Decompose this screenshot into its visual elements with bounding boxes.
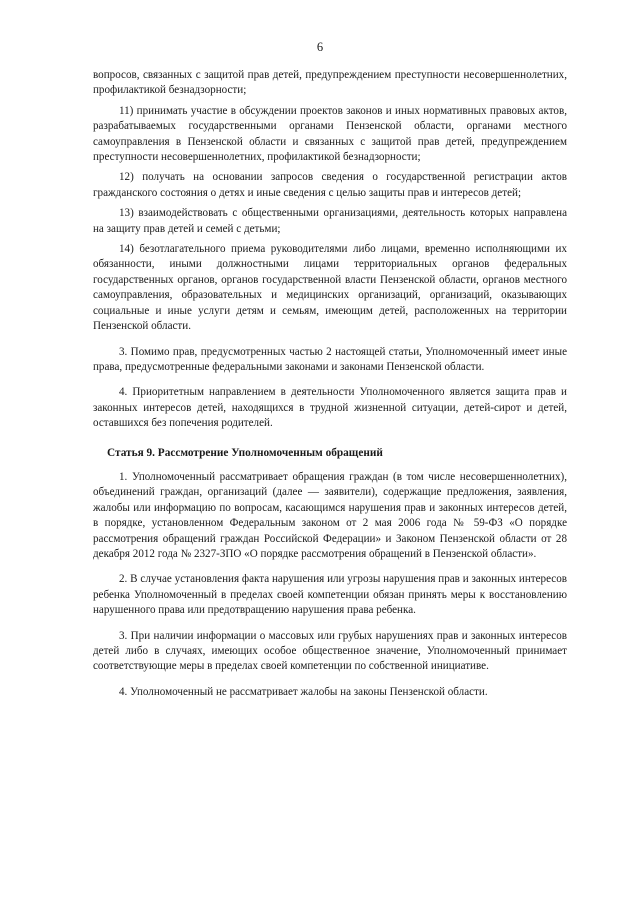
article9-part-1: 1. Уполномоченный рассматривает обращения граждан (в том числе несовершеннолетних), объединений граждан, организаций (далее — заявители), содержащие предложения, заявления, жалобы или информацию по вопросам, касающимся нарушения прав и законных интересов детей, в порядке, установленном Федеральным законом от 2 мая 2006 года № 59-ФЗ «О порядке рассмотрения обращений граждан Российской Федерации» и Законом Пензенской области от 28 декабря 2012 года № 2327-ЗПО «О порядке рассмотрения обращений в Пензенской области». (93, 470, 567, 560)
article-heading: Статья 9. Рассмотрение Уполномоченным обращений (107, 446, 383, 459)
paragraph-part-3: 3. Помимо прав, предусмотренных частью 2 настоящей статьи, Уполномоченный имеет иные права, предусмотренные федеральными законами и законами Пензенской области. (93, 345, 567, 373)
article9-part-2: 2. В случае установления факта нарушения или угрозы нарушения прав и законных интересов ребенка Уполномоченный в пределах своей компетенции обязан принять меры к восстановлению нарушенного права или предотвращению нарушения права ребенка. (93, 573, 567, 617)
paragraph-continuation: вопросов, связанных с защитой прав детей, предупреждением преступности несовершеннолетних, профилактикой безнадзорности; (93, 69, 567, 97)
document-body (93, 68, 567, 705)
article9-part-3: 3. При наличии информации о массовых или грубых нарушениях прав и законных интересов детей либо в случаях, имеющих особое общественное значение, Уполномоченный принимает соответствующие меры в пределах своей компетенции по собственной инициативе. (93, 629, 567, 673)
article9-part-4: 4. Уполномоченный не рассматривает жалобы на законы Пензенской области. (119, 685, 488, 698)
paragraph-item-12: 12) получать на основании запросов сведения о государственной регистрации актов гражданского состояния о детях и иные сведения с целью защиты прав и интересов детей; (93, 171, 567, 199)
page-number: 6 (316, 40, 324, 54)
paragraph-item-13: 13) взаимодействовать с общественными организациями, деятельность которых направлена на защиту прав детей и семей с детьми; (93, 207, 567, 235)
paragraph-item-14: 14) безотлагательного приема руководителями либо лицами, временно исполняющими их обязанности, иными должностными лицами территориальных органов федеральных государственных органов, органов государственной власти Пензенской области, органов местного самоуправления, образовательных и медицинских организаций, организаций, оказывающих социальные и иные услуги детям и семьям, имеющим детей, расположенных на территории Пензенской области. (93, 243, 567, 333)
paragraph-part-4: 4. Приоритетным направлением в деятельности Уполномоченного является защита прав и законных интересов детей, находящихся в трудной жизненной ситуации, детей-сирот и детей, оставшихся без попечения родителей. (93, 386, 567, 430)
paragraph-item-11: 11) принимать участие в обсуждении проектов законов и иных нормативных правовых актов, разрабатываемых государственными органами Пензенской области, органами местного самоуправления в Пензенской области и связанных с защитой прав детей, предупреждением преступности несовершеннолетних, профилактикой безнадзорности; (93, 104, 567, 164)
